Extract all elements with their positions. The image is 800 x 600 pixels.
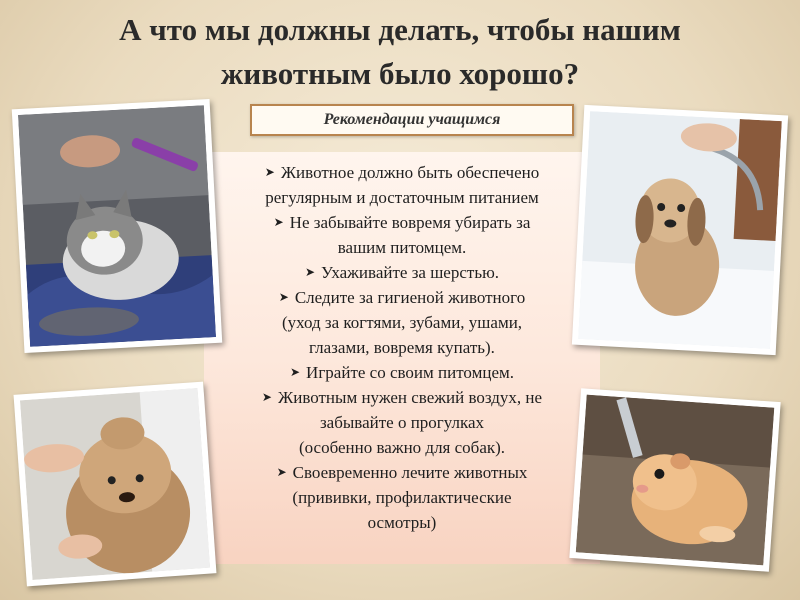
dog-bath-illustration: [578, 111, 782, 349]
title-line-2: животным было хорошо?: [220, 56, 580, 91]
recommendation-item: ➤ Играйте со своим питомцем.: [289, 363, 515, 382]
recommendation-item: ➤ Своевременно лечите животных (прививки, профилактические осмотры): [276, 463, 528, 532]
dog-haircut-photo: [14, 382, 217, 587]
title-line-1: А что мы должны делать, чтобы нашим: [119, 12, 681, 47]
dog-haircut-illustration: [20, 388, 210, 580]
arrow-bullet-icon: ➤: [276, 465, 287, 479]
subtitle-text: Рекомендации учащимся: [323, 111, 501, 128]
arrow-bullet-icon: ➤: [278, 290, 289, 304]
recommendations-list: [212, 160, 592, 535]
arrow-bullet-icon: ➤: [304, 265, 316, 279]
cat-grooming-photo: [12, 99, 222, 353]
recommendation-item: ➤ Следите за гигиеной животного (уход за когтями, зубами, ушами, глазами, вовремя купать).: [278, 288, 526, 357]
hamster-illustration: [576, 395, 775, 566]
slide-title: [40, 8, 760, 96]
cat-illustration: [18, 105, 216, 346]
arrow-bullet-icon: ➤: [261, 390, 272, 404]
arrow-bullet-icon: ➤: [273, 215, 284, 229]
recommendation-item: ➤ Животным нужен свежий воздух, не забывайте о прогулках (особенно важно для собак).: [261, 388, 543, 457]
recommendation-item: ➤ Ухаживайте за шерстью.: [304, 263, 500, 282]
recommendation-item: ➤ Животное должно быть обеспечено регулярным и достаточным питанием: [264, 163, 540, 207]
arrow-bullet-icon: ➤: [289, 365, 301, 379]
subtitle-box: [250, 104, 574, 136]
dog-bathing-photo: [572, 105, 788, 355]
hamster-drinking-photo: [569, 388, 780, 572]
recommendation-item: ➤ Не забывайте вовремя убирать за вашим питомцем.: [273, 213, 531, 257]
arrow-bullet-icon: ➤: [264, 165, 275, 179]
